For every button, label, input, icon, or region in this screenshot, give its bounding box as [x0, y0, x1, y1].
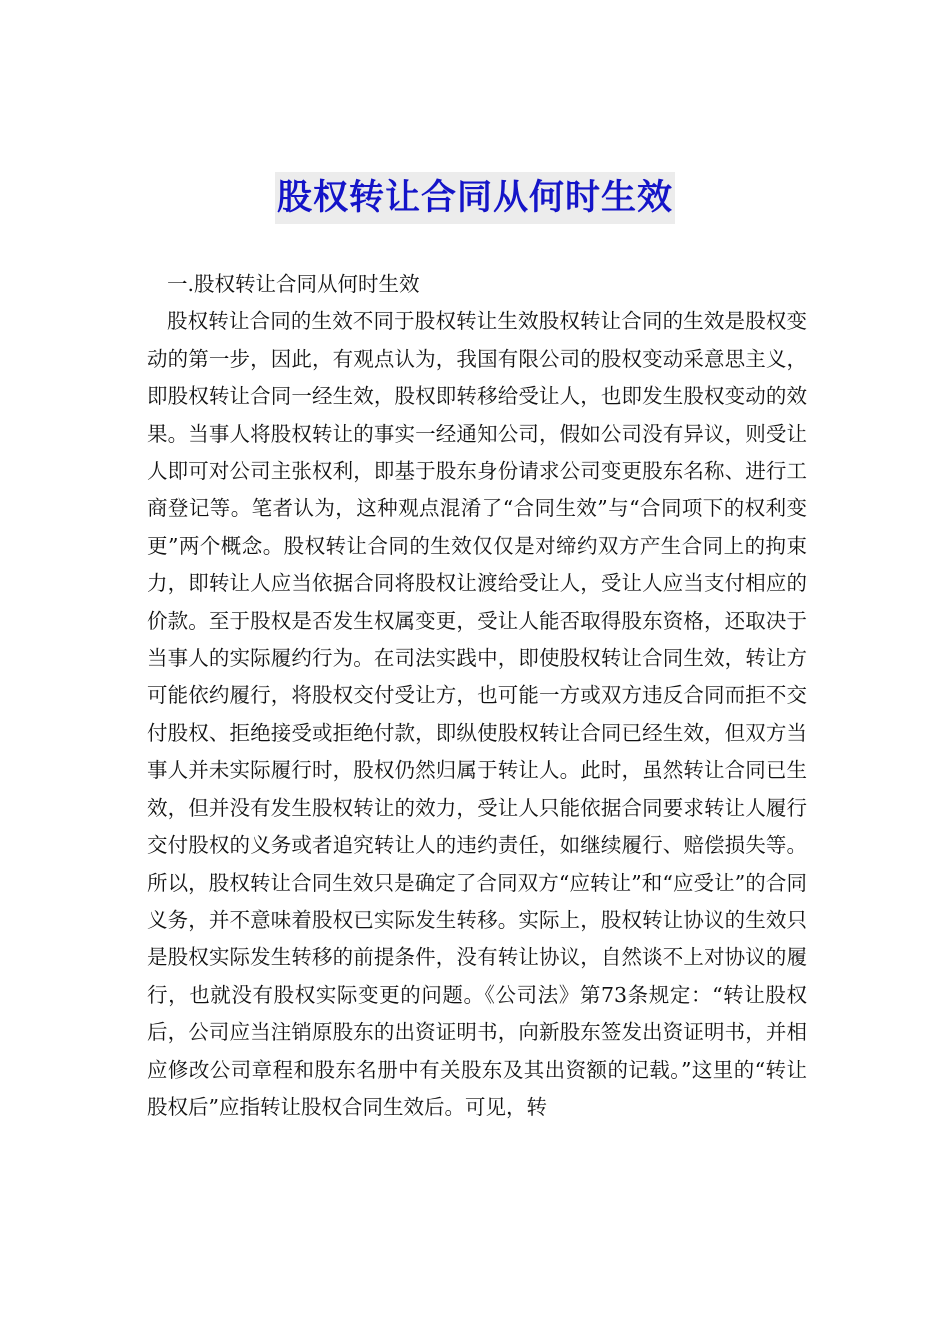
document-body: [147, 266, 807, 1126]
document-title: 股权转让合同从何时生效: [275, 172, 675, 224]
body-paragraph: 股权转让合同的生效不同于股权转让生效股权转让合同的生效是股权变动的第一步，因此，有观点认为，我国有限公司的股权变动采意思主义，即股权转让合同一经生效，股权即转移给受让人，也即发生股权变动的效果。当事人将股权转让的事实一经通知公司，假如公司没有异议，则受让人即可对公司主张权利，即基于股东身份请求公司变更股东名称、进行工商登记等。笔者认为，这种观点混淆了“合同生效”与“合同项下的权利变更”两个概念。股权转让合同的生效仅仅是对缔约双方产生合同上的拘束力，即转让人应当依据合同将股权让渡给受让人，受让人应当支付相应的价款。至于股权是否发生权属变更，受让人能否取得股东资格，还取决于当事人的实际履约行为。在司法实践中，即使股权转让合同生效，转让方可能依约履行，将股权交付受让方，也可能一方或双方违反合同而拒不交付股权、拒绝接受或拒绝付款，即纵使股权转让合同已经生效，但双方当事人并未实际履行时，股权仍然归属于转让人。此时，虽然转让合同已生效，但并没有发生股权转让的效力，受让人只能依据合同要求转让人履行交付股权的义务或者追究转让人的违约责任，如继续履行、赔偿损失等。所以，股权转让合同生效只是确定了合同双方“应转让”和“应受让”的合同义务，并不意味着股权已实际发生转移。实际上，股权转让协议的生效只是股权实际发生转移的前提条件，没有转让协议，自然谈不上对协议的履行，也就没有股权实际变更的问题。《公司法》第73条规定：“转让股权后，公司应当注销原股东的出资证明书，向新股东签发出资证明书，并相应修改公司章程和股东名册中有关股东及其出资额的记载。”这里的“转让股权后”应指转让股权合同生效后。可见，转: [147, 309, 807, 1119]
section-heading: 一.股权转让合同从何时生效: [167, 272, 420, 296]
title-container: [0, 172, 950, 224]
